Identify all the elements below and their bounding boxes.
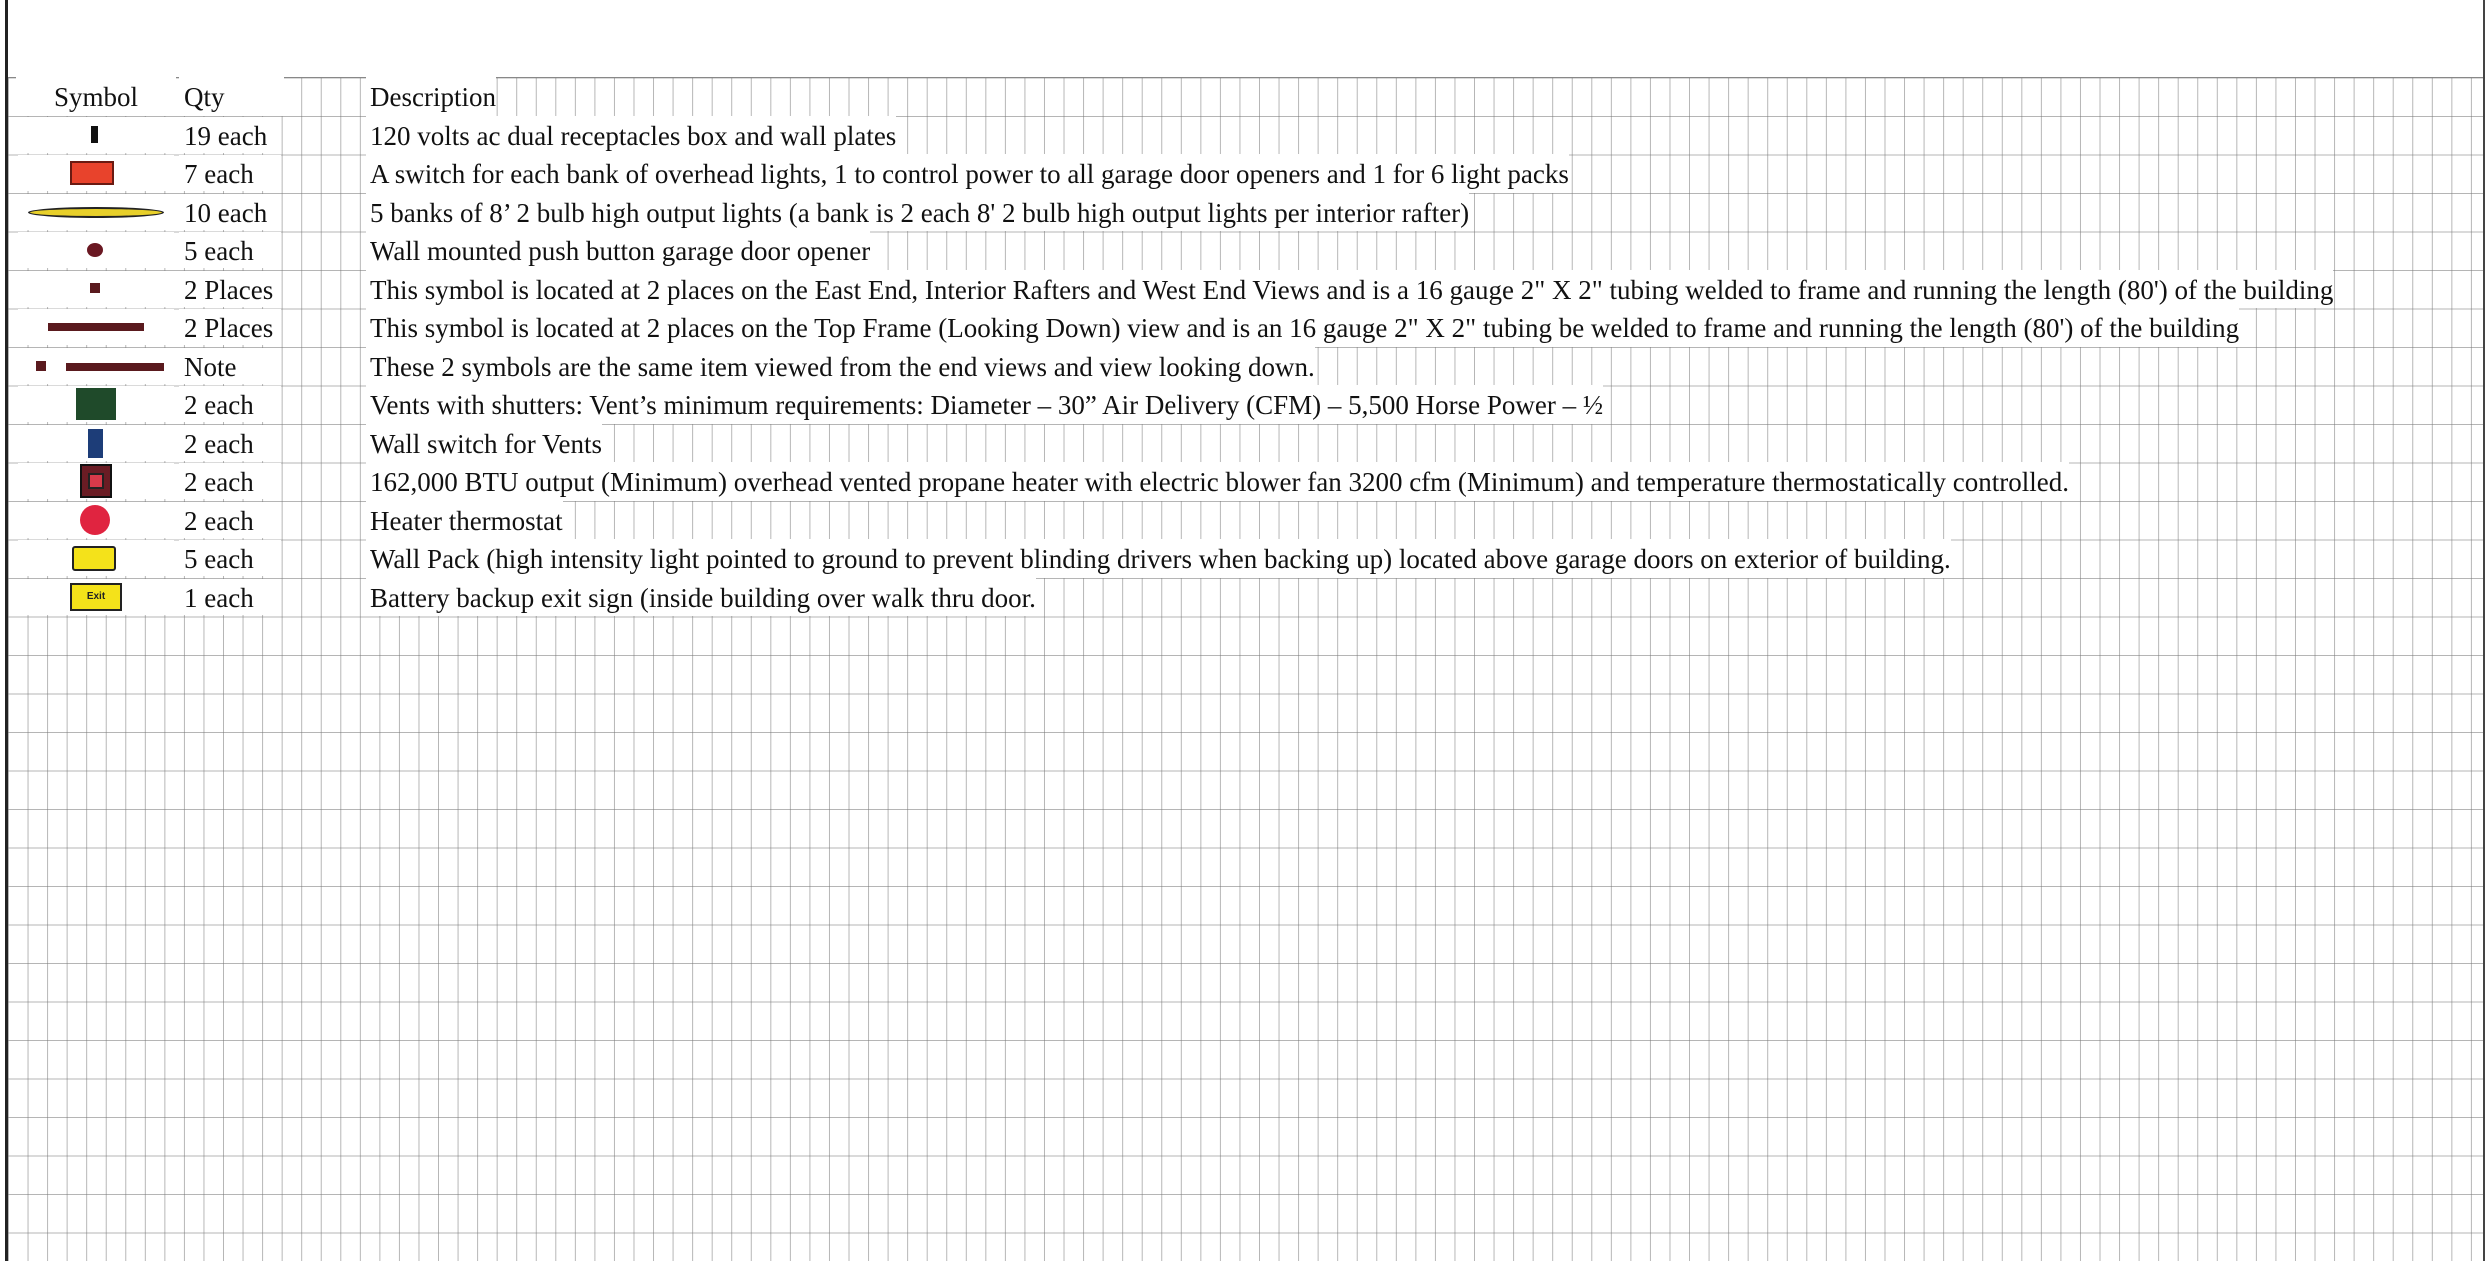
description-cell: Heater thermostat — [366, 501, 563, 540]
grid-sheet — [5, 0, 2485, 1261]
qty-cell: 2 each — [184, 428, 254, 459]
description-cell: Battery backup exit sign (inside building over walk thru door. — [366, 578, 1036, 617]
vent-switch-icon — [88, 429, 103, 458]
description-cell: 120 volts ac dual receptacles box and wall plates — [366, 116, 896, 155]
description-cell: A switch for each bank of overhead lights, 1 to control power to all garage door openers and 1 for 6 light packs — [366, 154, 1569, 193]
qty-cell: 7 each — [184, 159, 254, 189]
qty-cell: 5 each — [184, 236, 254, 266]
push-button-icon — [87, 243, 103, 257]
vent-icon — [76, 388, 116, 420]
description-cell: Vents with shutters: Vent’s minimum requirements: Diameter – 30” Air Delivery (CFM) – 5,500 Horse Power – ½ — [366, 385, 1603, 424]
description-cell: This symbol is located at 2 places on the East End, Interior Rafters and West End Views and is a 16 gauge 2" X 2" tubing welded to frame and running the length (80') of the building — [366, 270, 2333, 309]
description-cell: Wall mounted push button garage door opener — [366, 231, 870, 270]
description-cell: These 2 symbols are the same item viewed from the end views and view looking down. — [366, 347, 1315, 386]
qty-cell: 2 Places — [184, 274, 274, 305]
description-cell: Wall switch for Vents — [366, 424, 602, 463]
qty-cell: 10 each — [184, 197, 268, 228]
overhead-light-icon — [28, 207, 164, 218]
qty-cell: 2 Places — [184, 313, 274, 343]
tubing-top-icon — [48, 323, 144, 331]
description-cell: 5 banks of 8’ 2 bulb high output lights (a bank is 2 each 8' 2 bulb high output lights per interior rafter) — [366, 193, 1469, 232]
receptacle-icon — [91, 126, 98, 143]
wall-pack-icon — [72, 546, 116, 571]
description-cell: Wall Pack (high intensity light pointed to ground to prevent blinding drivers when backing up) located above garage doors on exterior of building. — [366, 539, 1951, 578]
qty-cell: 2 each — [184, 505, 254, 536]
exit-sign-icon: Exit — [70, 583, 122, 611]
qty-cell: 2 each — [184, 390, 254, 420]
qty-cell: 2 each — [184, 467, 254, 497]
light-switch-icon — [70, 161, 114, 185]
qty-cell: 1 each — [184, 582, 254, 613]
top-margin — [8, 0, 2483, 77]
description-cell: 162,000 BTU output (Minimum) overhead vented propane heater with electric blower fan 3200 cfm (Minimum) and temperature thermostatically controlled. — [366, 462, 2069, 501]
description-cell: This symbol is located at 2 places on the Top Frame (Looking Down) view and is an 16 gauge 2" X 2" tubing be welded to frame and running the length (80') of the building — [366, 308, 2239, 347]
thermostat-icon — [80, 505, 110, 535]
symbol-column-header: Symbol — [16, 77, 176, 116]
qty-cell: 19 each — [184, 120, 268, 151]
qty-column-header: Qty — [179, 77, 284, 116]
description-column-header: Description — [366, 77, 496, 116]
qty-cell: 5 each — [184, 544, 254, 574]
tubing-end-icon — [90, 283, 100, 293]
qty-cell: Note — [184, 351, 237, 382]
